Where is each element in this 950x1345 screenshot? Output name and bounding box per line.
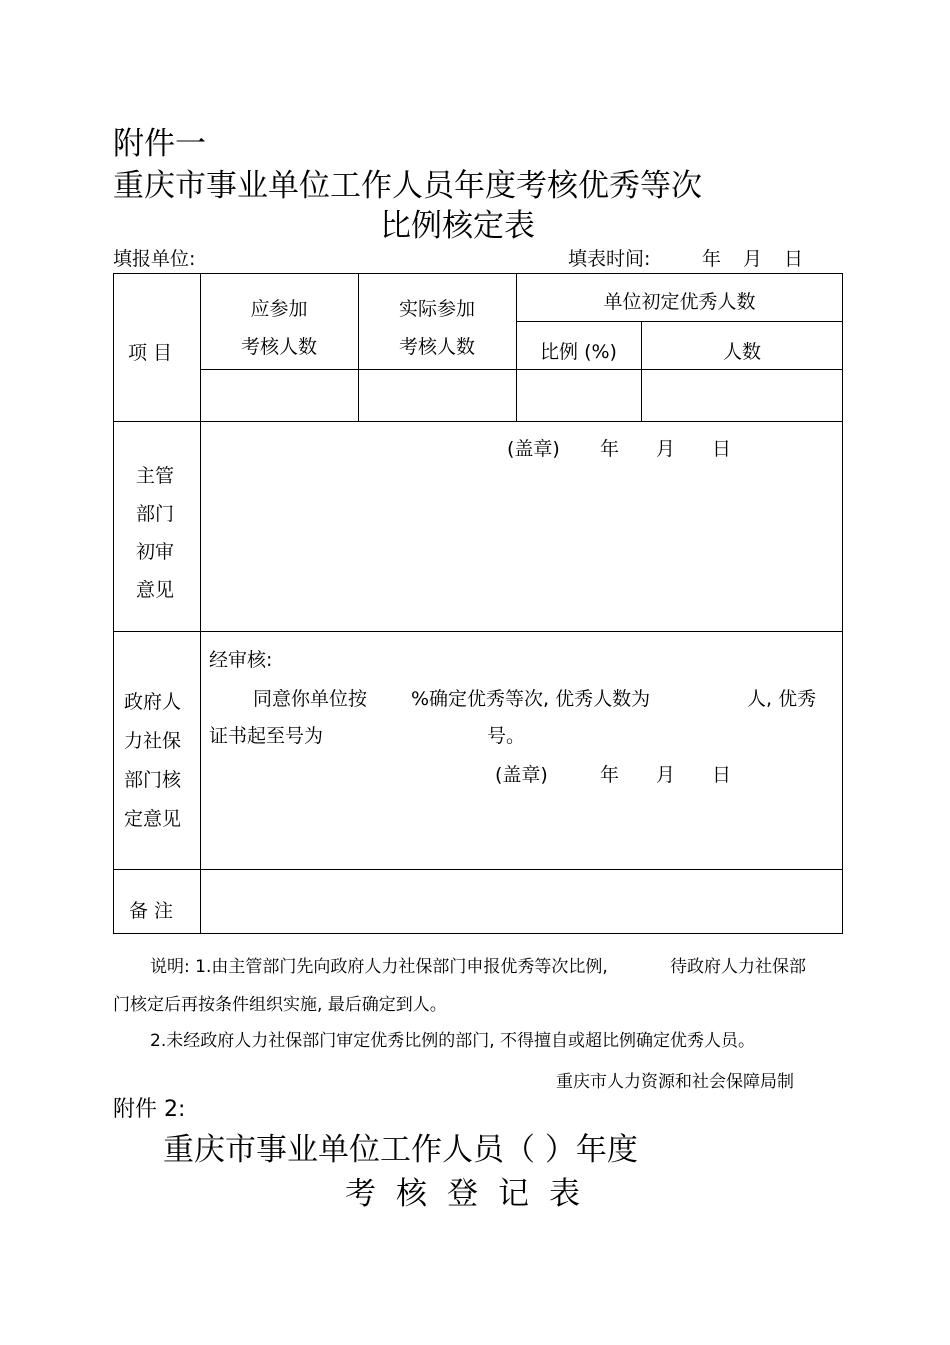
gov-label-line4: 定意见 [124,808,182,830]
fill-unit-label: 填报单位: [113,248,196,270]
gov-label-line2: 力社保 [124,730,182,752]
attachment2-label: 附件 2: [113,1097,186,1122]
dept-label-line3: 初审 [136,541,175,563]
form2-title-line1: 重庆市事业单位工作人员（ ）年度 [163,1132,638,1168]
page-title-line1: 重庆市事业单位工作人员年度考核优秀等次 [113,168,702,204]
note-line1-b: 待政府人力社保部 [670,957,806,977]
form2-title-line2: 考核登记表 [345,1176,600,1212]
remark-label: 备 注 [129,900,174,922]
col-initial-header: 单位初定优秀人数 [603,291,756,313]
gov-label-line1: 政府人 [124,691,182,713]
col-count: 人数 [722,341,761,363]
date-month: 月 [743,248,763,270]
note-line1-a: 说明: 1.由主管部门先向政府人力社保部门申报优秀等次比例, [150,957,608,977]
col-actual-line1: 实际参加 [398,298,475,320]
table-rule [516,321,843,322]
gov-year: 年 [600,764,620,786]
gov-day: 日 [712,764,732,786]
gov-text2-a: 证书起至号为 [209,725,324,747]
table-rule [114,421,843,422]
col-should-line1: 应参加 [250,298,308,320]
gov-text1-a: 同意你单位按 [253,688,368,710]
note-line3: 2.未经政府人力社保部门审定优秀比例的部门, 不得擅自或超比例确定优秀人员。 [150,1031,756,1051]
gov-text1-c: 人, 优秀 [747,688,817,710]
table-rule [114,869,843,870]
dept-seal: (盖章) [507,438,560,460]
col-should-line2: 考核人数 [240,336,317,358]
table-rule [200,274,201,933]
table-rule [200,369,843,370]
date-year: 年 [702,248,722,270]
item-label: 项 目 [128,342,173,364]
fill-time-label: 填表时间: [568,248,651,270]
date-day: 日 [784,248,804,270]
dept-label-line1: 主管 [136,465,175,487]
dept-day: 日 [712,438,732,460]
dept-label-line4: 意见 [136,579,175,601]
page-title-line2: 比例核定表 [380,208,535,244]
gov-label-line3: 部门核 [124,769,182,791]
table-rule [114,631,843,632]
gov-month: 月 [656,764,676,786]
dept-year: 年 [600,438,620,460]
table-rule [641,321,642,421]
dept-month: 月 [656,438,676,460]
gov-seal: (盖章) [495,764,548,786]
ratio-table [113,273,843,934]
attachment-label: 附件一 [113,126,206,162]
gov-text2-b: 号。 [487,725,526,747]
col-actual-line2: 考核人数 [398,336,475,358]
dept-label-line2: 部门 [136,503,175,525]
col-ratio: 比例 (%) [540,341,617,363]
gov-reviewed: 经审核: [209,649,273,671]
issuer: 重庆市人力资源和社会保障局制 [556,1072,794,1092]
fill-date [702,244,825,271]
note-line2: 门核定后再按条件组织实施, 最后确定到人。 [113,995,447,1015]
gov-text1-b: %确定优秀等次, 优秀人数为 [411,688,651,710]
